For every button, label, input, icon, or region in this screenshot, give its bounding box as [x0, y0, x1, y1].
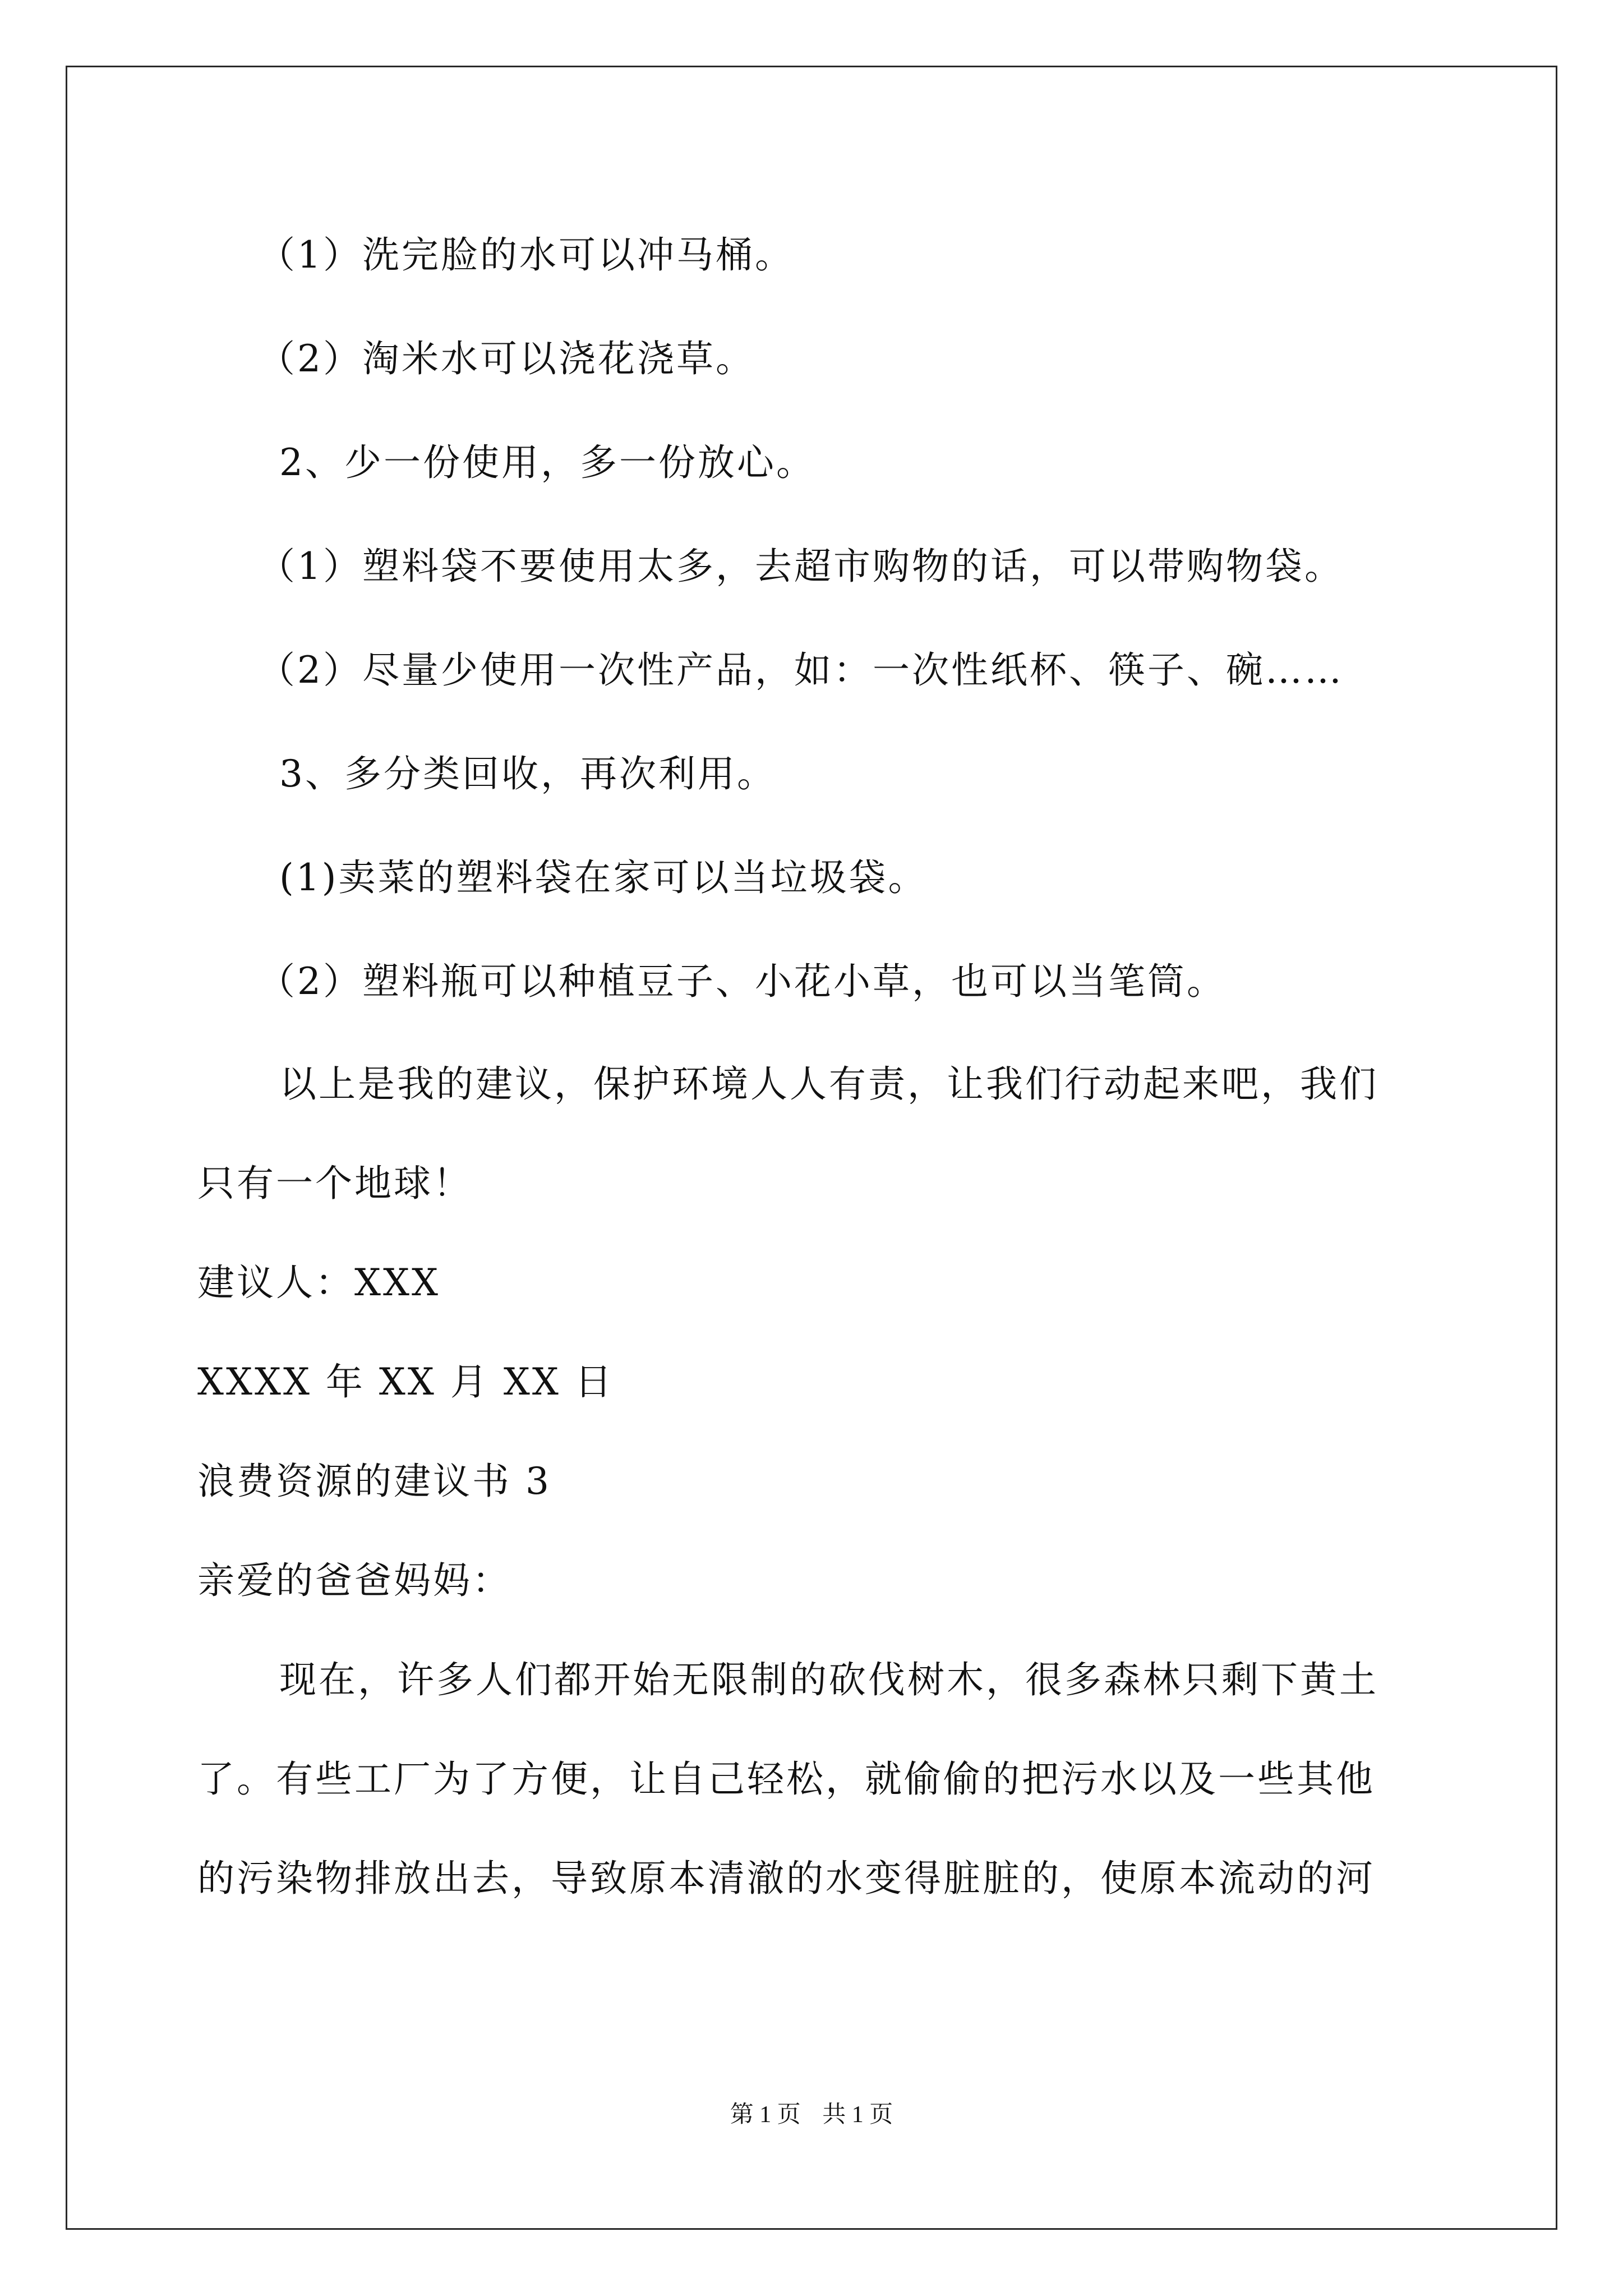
section-title: 浪费资源的建议书 3: [197, 1460, 551, 1503]
text-line-16: 了。有些工厂为了方便，让自己轻松，就偷偷的把污水以及一些其他: [197, 1757, 1375, 1801]
page-number: 第 1 页: [730, 2102, 801, 2128]
text-line-2: （2）淘米水可以浇花浇草。: [258, 337, 755, 380]
text-line-6: 3、多分类回收，再次利用。: [279, 752, 776, 795]
page-footer: [0, 2101, 1623, 2129]
text-line-8: （2）塑料瓶可以种植豆子、小花小草，也可以当笔筒。: [258, 960, 1226, 1003]
date-line: XXXX 年 XX 月 XX 日: [197, 1360, 614, 1404]
signature-line: 建议人：XXX: [197, 1261, 440, 1304]
text-line-1: （1）洗完脸的水可以冲马桶。: [258, 233, 794, 277]
text-line-9: 以上是我的建议，保护环境人人有责，让我们行动起来吧，我们: [279, 1062, 1378, 1106]
text-line-4: （1）塑料袋不要使用太多，去超市购物的话，可以带购物袋。: [258, 545, 1344, 588]
text-line-3: 2、少一份使用，多一份放心。: [279, 441, 815, 484]
greeting-line: 亲爱的爸爸妈妈：: [197, 1559, 511, 1602]
text-line-5: （2）尽量少使用一次性产品，如：一次性纸杯、筷子、碗……: [258, 648, 1344, 692]
text-line-10: 只有一个地球！: [197, 1162, 472, 1205]
page-total: 共 1 页: [822, 2102, 893, 2128]
text-line-17: 的污染物排放出去，导致原本清澈的水变得脏脏的，使原本流动的河: [197, 1857, 1375, 1900]
text-line-15: 现在，许多人们都开始无限制的砍伐树木，很多森林只剩下黄土: [279, 1658, 1378, 1701]
text-line-7: (1)卖菜的塑料袋在家可以当垃圾袋。: [279, 856, 928, 899]
page-border: [66, 66, 1557, 2230]
